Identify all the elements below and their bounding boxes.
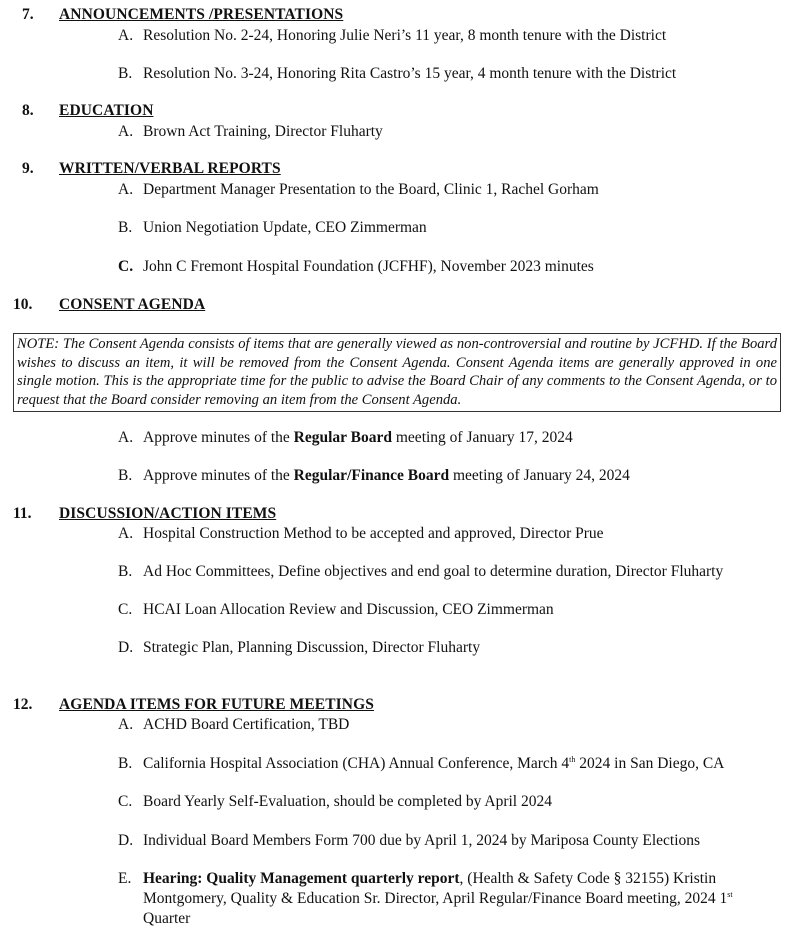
section-title: WRITTEN/VERBAL REPORTS: [59, 160, 281, 177]
section-title: AGENDA ITEMS FOR FUTURE MEETINGS: [59, 696, 374, 713]
consent-agenda-note: NOTE: The Consent Agenda consists of items that are generally viewed as non-controversial and routine by JCFHD. If the Board wishes to discuss an item, it will be removed from the Consent Agenda. Consent Agenda items are generally approved in one single motion. This is the appropriate time for the public to advise the Board Chair of any comments to the Consent Agenda, or to request that the Board consider removing an item from the Consent Agenda.: [13, 333, 781, 412]
section-title: ANNOUNCEMENTS /PRESENTATIONS: [59, 6, 344, 23]
section-number: 9.: [22, 160, 34, 177]
section-title: DISCUSSION/ACTION ITEMS: [59, 505, 277, 522]
section-title: CONSENT AGENDA: [59, 296, 206, 313]
list-item: C. Board Yearly Self-Evaluation, should be completed by April 2024: [118, 793, 552, 810]
section-number: 8.: [22, 102, 34, 119]
list-item: A. Hospital Construction Method to be accepted and approved, Director Prue: [118, 525, 604, 542]
section-number: 11.: [13, 505, 32, 522]
list-item: A. ACHD Board Certification, TBD: [118, 716, 350, 733]
section-number: 12.: [13, 696, 33, 713]
list-item: B. Resolution No. 3-24, Honoring Rita Castro’s 15 year, 4 month tenure with the District: [118, 65, 677, 82]
section-number: 10.: [13, 296, 33, 313]
list-item: C. John C Fremont Hospital Foundation (JCFHF), November 2023 minutes: [118, 258, 594, 275]
list-item: A. Brown Act Training, Director Fluharty: [118, 123, 383, 140]
list-item: A. Approve minutes of the Regular Board meeting of January 17, 2024: [118, 429, 573, 446]
list-item: D. Individual Board Members Form 700 due by April 1, 2024 by Mariposa County Elections: [118, 832, 701, 849]
list-item: B. Ad Hoc Committees, Define objectives and end goal to determine duration, Director Fluharty: [118, 563, 724, 580]
list-item: E. Hearing: Quality Management quarterly report, (Health & Safety Code § 32155) Kristin Montgomery, Quality & Education Sr. Director, April Regular/Finance Board meeting, 2024 1st Quarter: [118, 870, 733, 927]
list-item: C. HCAI Loan Allocation Review and Discussion, CEO Zimmerman: [118, 601, 554, 618]
list-item: B. California Hospital Association (CHA) Annual Conference, March 4th 2024 in San Diego, CA: [118, 754, 725, 772]
list-item: D. Strategic Plan, Planning Discussion, Director Fluharty: [118, 639, 481, 656]
list-item: B. Union Negotiation Update, CEO Zimmerman: [118, 219, 427, 236]
section-title: EDUCATION: [59, 102, 154, 119]
section-number: 7.: [22, 6, 34, 23]
list-item: A. Department Manager Presentation to the Board, Clinic 1, Rachel Gorham: [118, 181, 599, 198]
list-item: A. Resolution No. 2-24, Honoring Julie Neri’s 11 year, 8 month tenure with the District: [118, 27, 667, 44]
list-item: B. Approve minutes of the Regular/Finance Board meeting of January 24, 2024: [118, 467, 630, 484]
